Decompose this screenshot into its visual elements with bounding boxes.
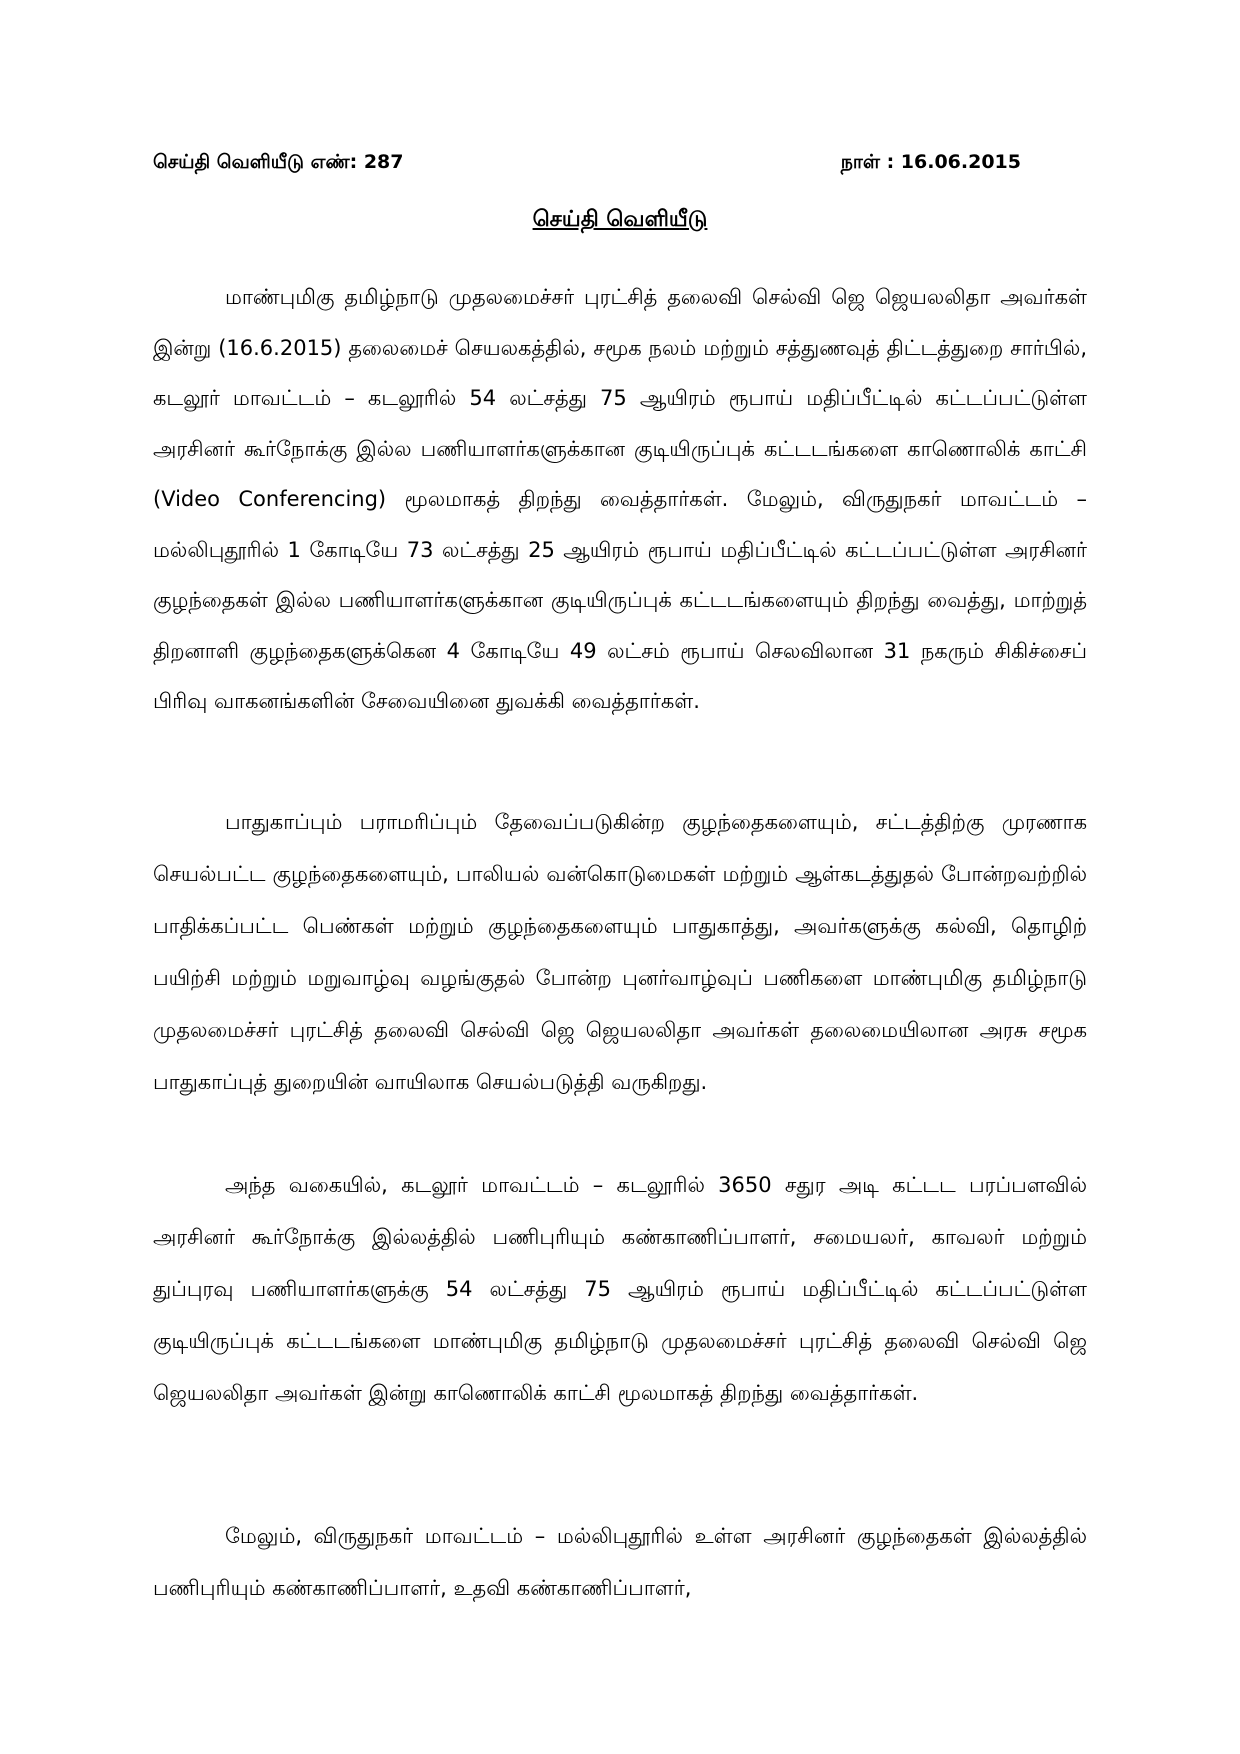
document-title: செய்தி வெளியீடு [532, 207, 708, 232]
paragraph-2: பாதுகாப்பும் பராமரிப்பும் தேவைப்படுகின்ற குழந்தைகளையும், சட்டத்திற்கு முரணாக செயல்பட்ட குழந்தைகளையும், பாலியல் வன்கொடுமைகள் மற்றும் ஆள்கடத்துதல் போன்றவற்றில் பாதிக்கப்பட்ட பெண்கள் மற்றும் குழந்தைகளையும் பாதுகாத்து, அவர்களுக்கு கல்வி, தொழிற் பயிற்சி மற்றும் மறுவாழ்வு வழங்குதல் போன்ற புனர்வாழ்வுப் பணிகளை மாண்புமிகு தமிழ்நாடு முதலமைச்சர் புரட்சித் தலைவி செல்வி ஜெ ஜெயலலிதா அவர்கள் தலைமையிலான அரசு சமூக பாதுகாப்புத் துறையின் வாயிலாக செயல்படுத்தி வருகிறது. [153, 810, 1087, 1094]
document-header [153, 148, 1021, 176]
paragraph-3: அந்த வகையில், கடலூர் மாவட்டம் – கடலூரில் 3650 சதுர அடி கட்டட பரப்பளவில் அரசினர் கூர்நோக்கு இல்லத்தில் பணிபுரியும் கண்காணிப்பாளர், சமையலர், காவலர் மற்றும் துப்புரவு பணியாளர்களுக்கு 54 லட்சத்து 75 ஆயிரம் ரூபாய் மதிப்பீட்டில் கட்டப்பட்டுள்ள குடியிருப்புக் கட்டடங்களை மாண்புமிகு தமிழ்நாடு முதலமைச்சர் புரட்சித் தலைவி செல்வி ஜெ ஜெயலலிதா அவர்கள் இன்று காணொலிக் காட்சி மூலமாகத் திறந்து வைத்தார்கள். [153, 1173, 1087, 1405]
paragraph-4: மேலும், விருதுநகர் மாவட்டம் – மல்லிபுதூரில் உள்ள அரசினர் குழந்தைகள் இல்லத்தில் பணிபுரியும் கண்காணிப்பாளர், உதவி கண்காணிப்பாளர், [153, 1524, 1087, 1600]
paragraph-1: மாண்புமிகு தமிழ்நாடு முதலமைச்சர் புரட்சித் தலைவி செல்வி ஜெ ஜெயலலிதா அவர்கள் இன்று (16.6.2015) தலைமைச் செயலகத்தில், சமூக நலம் மற்றும் சத்துணவுத் திட்டத்துறை சார்பில், கடலூர் மாவட்டம் – கடலூரில் 54 லட்சத்து 75 ஆயிரம் ரூபாய் மதிப்பீட்டில் கட்டப்பட்டுள்ள அரசினர் கூர்நோக்கு இல்ல பணியாளர்களுக்கான குடியிருப்புக் கட்டடங்களை காணொலிக் காட்சி (Video Conferencing) மூலமாகத் திறந்து வைத்தார்கள். மேலும், விருதுநகர் மாவட்டம் – மல்லிபுதூரில் 1 கோடியே 73 லட்சத்து 25 ஆயிரம் ரூபாய் மதிப்பீட்டில் கட்டப்பட்டுள்ள அரசினர் குழந்தைகள் இல்ல பணியாளர்களுக்கான குடியிருப்புக் கட்டடங்களையும் திறந்து வைத்து, மாற்றுத் திறனாளி குழந்தைகளுக்கென 4 கோடியே 49 லட்சம் ரூபாய் செலவிலான 31 நகரும் சிகிச்சைப் பிரிவு வாகனங்களின் சேவையினை துவக்கி வைத்தார்கள். [153, 285, 1087, 713]
release-date: நாள் : 16.06.2015 [840, 151, 1021, 173]
release-number: செய்தி வெளியீடு எண்: 287 [153, 151, 404, 173]
